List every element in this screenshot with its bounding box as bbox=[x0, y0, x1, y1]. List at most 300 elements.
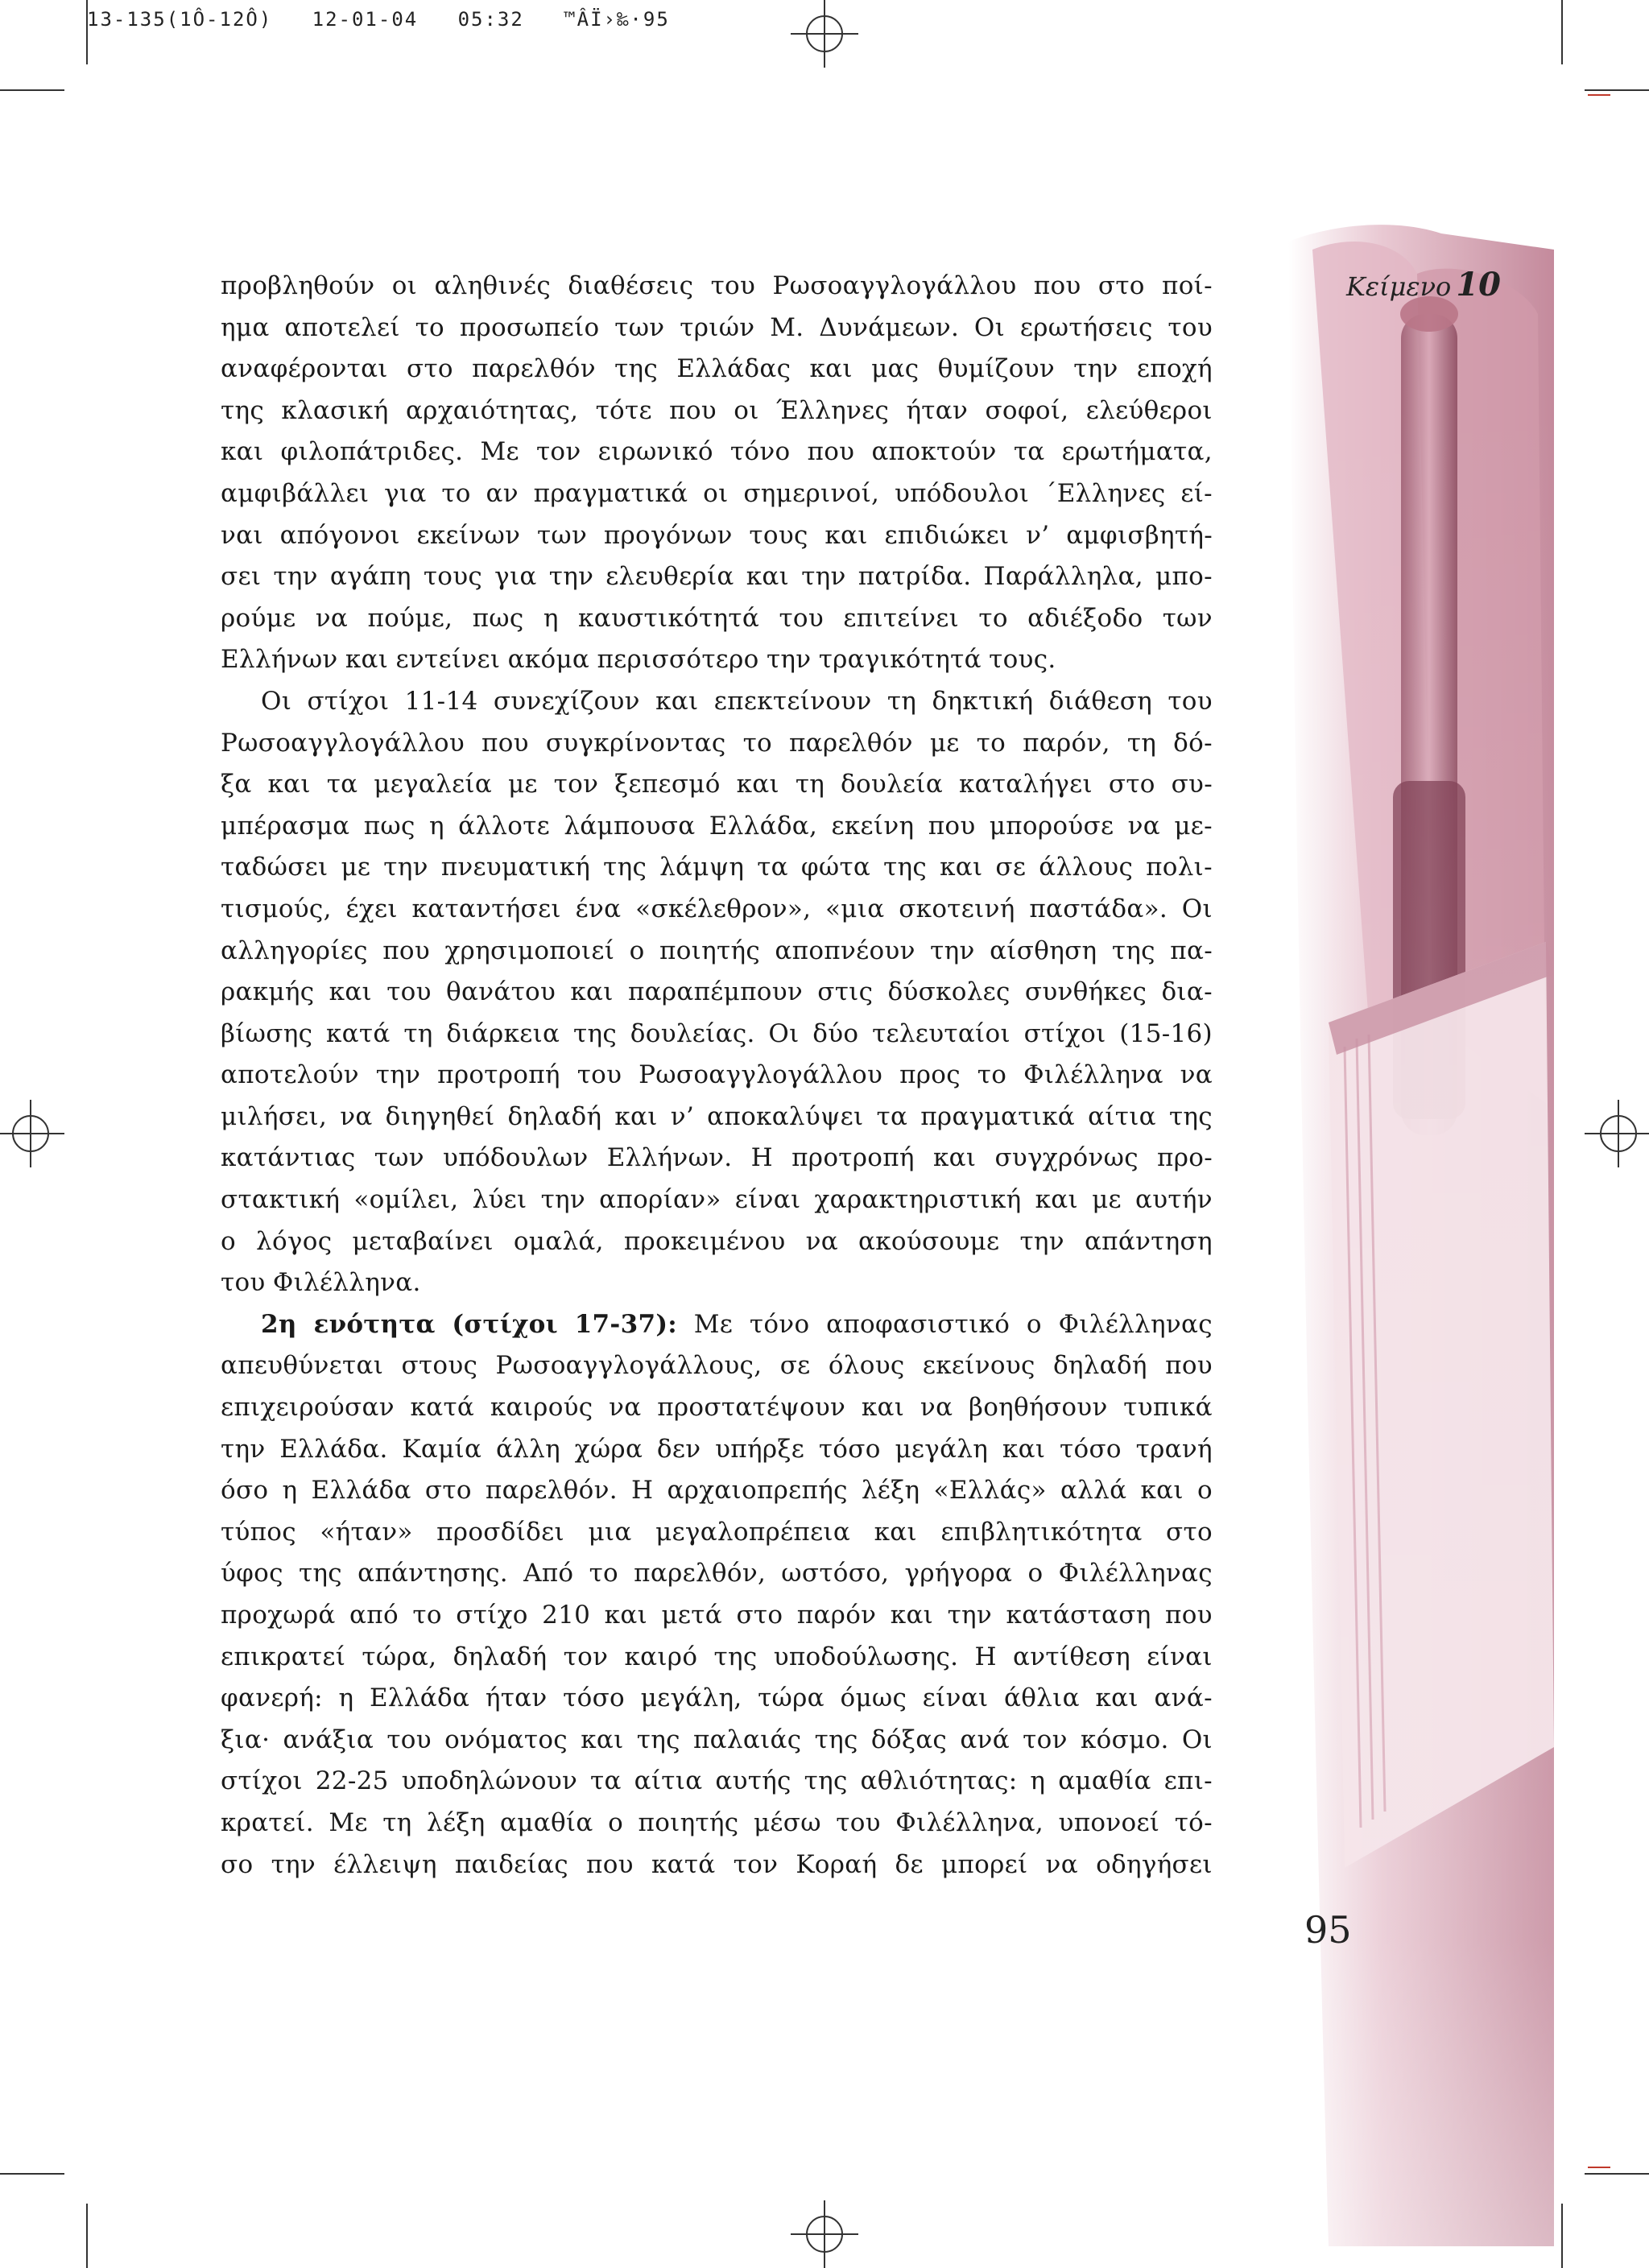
word: ρακμής bbox=[221, 977, 315, 1007]
word: Οι bbox=[1181, 894, 1213, 923]
word: η bbox=[1030, 1766, 1046, 1796]
word: της bbox=[713, 1642, 758, 1671]
word: του bbox=[577, 1060, 622, 1090]
word: το bbox=[415, 312, 445, 342]
word: αμαθία bbox=[1058, 1766, 1151, 1796]
word: προχωρά bbox=[221, 1601, 336, 1630]
word: και bbox=[940, 853, 983, 882]
word: και bbox=[221, 437, 264, 467]
word: ερωτήματα, bbox=[1061, 437, 1213, 467]
word: καυστικότητά bbox=[578, 603, 760, 633]
word: το bbox=[977, 1060, 1007, 1090]
word: με bbox=[341, 853, 371, 882]
word: τραγικότητά bbox=[818, 645, 982, 675]
registration-mark-left bbox=[0, 1100, 64, 1167]
word: και bbox=[614, 1101, 658, 1131]
word: το bbox=[589, 1559, 618, 1588]
word: μπέρασμα bbox=[221, 811, 350, 841]
word: την bbox=[947, 1601, 993, 1630]
word: αρχαιοπρεπής bbox=[667, 1476, 848, 1506]
word: συγκρίνοντας bbox=[545, 728, 726, 758]
word: σε bbox=[995, 853, 1027, 882]
word: Δυνάμεων. bbox=[819, 312, 960, 342]
word: ανά bbox=[960, 1725, 1010, 1754]
text-line bbox=[221, 1429, 1213, 1471]
word: λάμπουσα bbox=[564, 811, 696, 841]
word: ποιητής bbox=[659, 936, 760, 965]
word: αγάπη bbox=[329, 562, 411, 592]
word: τη bbox=[403, 1018, 433, 1048]
registration-mark-right bbox=[1585, 1100, 1649, 1167]
word: τώρα, bbox=[362, 1642, 437, 1671]
word: στις bbox=[817, 977, 874, 1007]
word: έχει bbox=[345, 894, 398, 923]
word: αλλά bbox=[1060, 1476, 1127, 1506]
word: είναι bbox=[1147, 1642, 1213, 1671]
word: ήταν bbox=[485, 1683, 548, 1713]
word: Έλληνες bbox=[775, 395, 890, 425]
word: στίχο bbox=[456, 1601, 528, 1630]
word: Με bbox=[329, 1807, 368, 1837]
word: και bbox=[736, 770, 779, 799]
word: τα bbox=[757, 853, 788, 882]
word: το bbox=[412, 1601, 442, 1630]
word: ο bbox=[629, 936, 645, 965]
word: επιβλητικότητα bbox=[940, 1517, 1143, 1547]
word: που bbox=[382, 936, 431, 965]
word: τόσο bbox=[1060, 1434, 1122, 1464]
word: παρελθόν. bbox=[485, 1476, 618, 1506]
word: Η bbox=[750, 1143, 773, 1173]
text-line bbox=[221, 1221, 1213, 1263]
word: στο bbox=[424, 1476, 472, 1506]
word: στους bbox=[401, 1351, 478, 1381]
word: της bbox=[221, 395, 264, 425]
word: την bbox=[1073, 354, 1118, 384]
word: αποφασιστικό bbox=[826, 1309, 1010, 1339]
word: τους bbox=[423, 562, 483, 592]
word: πως bbox=[363, 811, 415, 841]
word: πως bbox=[472, 603, 524, 633]
word: μεγάλη, bbox=[640, 1683, 742, 1713]
word: απάντηση bbox=[1084, 1226, 1213, 1256]
word: η bbox=[428, 811, 444, 841]
text-line bbox=[221, 1595, 1213, 1637]
word: να bbox=[340, 1101, 373, 1131]
word: Οι bbox=[768, 1018, 800, 1048]
word: καιρό bbox=[624, 1642, 698, 1671]
word: και bbox=[267, 770, 311, 799]
word: του bbox=[386, 977, 432, 1007]
word: έλλειψη bbox=[333, 1849, 437, 1879]
section-heading-word: ενότητα bbox=[313, 1309, 436, 1339]
word: στο bbox=[1166, 1517, 1213, 1547]
word: δηκτική bbox=[932, 686, 1034, 716]
word: χρησιμοποιεί bbox=[444, 936, 615, 965]
text-line bbox=[221, 931, 1213, 973]
word: μπορούσε bbox=[989, 811, 1114, 841]
word: αίτια bbox=[1088, 1101, 1156, 1131]
word: που bbox=[1165, 1601, 1213, 1630]
word: από bbox=[349, 1601, 399, 1630]
word: των bbox=[614, 312, 665, 342]
word: Ελλάδας bbox=[676, 354, 791, 384]
word: τα bbox=[326, 770, 358, 799]
body-text bbox=[221, 266, 1213, 1886]
word: αν bbox=[486, 478, 519, 508]
word: πα- bbox=[1170, 936, 1213, 965]
word: τους bbox=[749, 520, 808, 550]
word: Ελλάδα. bbox=[279, 1434, 388, 1464]
text-line bbox=[221, 515, 1213, 557]
text-line bbox=[221, 1179, 1213, 1221]
word: υποδηλώνουν bbox=[401, 1766, 578, 1796]
text-line bbox=[221, 1262, 1213, 1304]
word: που bbox=[807, 437, 855, 467]
word: ξεπεσμό bbox=[614, 770, 721, 799]
word: Ελλάδα, bbox=[709, 811, 818, 841]
word: θυμίζουν bbox=[937, 354, 1055, 384]
word: διάρκεια bbox=[446, 1018, 560, 1048]
word: ύφος bbox=[221, 1559, 283, 1588]
word: τόσο bbox=[563, 1683, 626, 1713]
word: επικρατεί bbox=[221, 1642, 346, 1671]
word: τό- bbox=[1174, 1807, 1213, 1837]
word: που bbox=[481, 728, 529, 758]
word: φιλοπάτριδες. bbox=[280, 437, 464, 467]
word: να bbox=[315, 603, 349, 633]
word: και bbox=[1140, 1476, 1184, 1506]
word: Φιλέλληνας bbox=[1058, 1559, 1213, 1588]
word: της bbox=[636, 1725, 680, 1754]
word: μας bbox=[871, 354, 920, 384]
word: και bbox=[746, 562, 790, 592]
word: ερωτήσεις bbox=[1019, 312, 1153, 342]
word: τους. bbox=[989, 645, 1056, 675]
word: ημα bbox=[221, 312, 270, 342]
word: είναι bbox=[734, 1185, 801, 1215]
word: την bbox=[540, 1185, 586, 1215]
text-line bbox=[221, 266, 1213, 308]
word: φώτα bbox=[800, 853, 871, 882]
word: και bbox=[861, 1393, 905, 1423]
word: δηλαδή bbox=[1052, 1351, 1147, 1381]
word: δηλαδή bbox=[507, 1101, 602, 1131]
word: οδηγήσει bbox=[1096, 1849, 1213, 1879]
word: υπονοεί bbox=[1058, 1807, 1160, 1837]
word: Με bbox=[693, 1309, 734, 1339]
word: ρούμε bbox=[221, 603, 296, 633]
word: να bbox=[805, 1226, 838, 1256]
word: προσωπείο bbox=[459, 312, 600, 342]
text-line bbox=[221, 1761, 1213, 1803]
word: σκοτεινή bbox=[899, 894, 1015, 923]
word: μετά bbox=[661, 1601, 722, 1630]
word: σε bbox=[779, 1351, 811, 1381]
word: και bbox=[570, 977, 614, 1007]
word: πολι- bbox=[1146, 853, 1213, 882]
word: δηλαδή bbox=[453, 1642, 548, 1671]
word: το bbox=[742, 728, 772, 758]
word: Φιλέλληνα. bbox=[272, 1268, 421, 1298]
word: περισσότερο bbox=[597, 645, 759, 675]
word: διάθεση bbox=[1048, 686, 1153, 716]
word: είναι bbox=[922, 1683, 989, 1713]
word: το bbox=[978, 603, 1008, 633]
text-line bbox=[221, 1720, 1213, 1762]
text-line bbox=[221, 473, 1213, 515]
text-line bbox=[221, 1803, 1213, 1845]
word: δουλεία bbox=[841, 770, 944, 799]
word: και bbox=[874, 1517, 917, 1547]
word: χώρα bbox=[574, 1434, 643, 1464]
word: παρόν bbox=[796, 1601, 877, 1630]
word: πατρίδα. bbox=[858, 562, 972, 592]
text-line bbox=[221, 432, 1213, 473]
word: των bbox=[374, 1143, 424, 1173]
word: λόγος bbox=[256, 1226, 333, 1256]
word: άλλους bbox=[1039, 853, 1134, 882]
word: Με bbox=[480, 437, 519, 467]
word: ο bbox=[1196, 1476, 1213, 1506]
word: δεν bbox=[656, 1434, 701, 1464]
text-line bbox=[221, 1553, 1213, 1595]
word: της bbox=[814, 1725, 858, 1754]
word: και bbox=[1002, 1434, 1046, 1464]
word: ελεύθεροι bbox=[1085, 395, 1213, 425]
running-head-label: Κείμενο bbox=[1346, 271, 1452, 302]
word: τα bbox=[1013, 437, 1045, 467]
running-head bbox=[1346, 266, 1501, 304]
word: και bbox=[932, 1143, 977, 1173]
text-line bbox=[221, 1304, 1213, 1346]
print-slug-line: 13-135(1Ô-12Ô) 12-01-04 05:32 ™ÂÏ›‰·95 bbox=[87, 8, 670, 31]
word: της bbox=[298, 1559, 342, 1588]
word: που bbox=[586, 1849, 634, 1879]
word: Από bbox=[523, 1559, 574, 1588]
text-line bbox=[221, 889, 1213, 931]
word: απευθύνεται bbox=[221, 1351, 384, 1381]
word: βοηθήσουν bbox=[968, 1393, 1108, 1423]
word: τώρα bbox=[758, 1683, 824, 1713]
word: την bbox=[1019, 1226, 1064, 1256]
word: την bbox=[273, 562, 318, 592]
word: ελευθερία bbox=[605, 562, 734, 592]
word: κατάσταση bbox=[1006, 1601, 1151, 1630]
word: «ομίλει, bbox=[353, 1185, 459, 1215]
word: τόνο bbox=[749, 1309, 810, 1339]
word: παρόν, bbox=[1023, 728, 1110, 758]
word: προβληθούν bbox=[221, 271, 375, 300]
word: λάμψη bbox=[659, 853, 745, 882]
word: Φιλέλληνα bbox=[1023, 1060, 1163, 1090]
word: χαρακτηριστική bbox=[814, 1185, 1022, 1215]
word: του bbox=[710, 271, 756, 300]
word: παιδείας bbox=[454, 1849, 568, 1879]
word: τη bbox=[795, 770, 825, 799]
word: και bbox=[890, 1601, 934, 1630]
word: Ελλάδα bbox=[369, 1683, 470, 1713]
word: αρχαιότητας, bbox=[405, 395, 579, 425]
word: την bbox=[375, 1060, 421, 1090]
word: άλλη bbox=[495, 1434, 560, 1464]
word: προτροπή bbox=[437, 1060, 560, 1090]
word: ακόμα bbox=[507, 645, 590, 675]
word: δύο bbox=[812, 1018, 859, 1048]
word: της bbox=[603, 853, 647, 882]
word: κατά bbox=[410, 1393, 475, 1423]
word: κατά bbox=[326, 1018, 391, 1048]
text-line bbox=[221, 1055, 1213, 1097]
word: παρελθόν, bbox=[634, 1559, 767, 1588]
word: γρήγορα bbox=[904, 1559, 1013, 1588]
word: Κοραή bbox=[796, 1849, 878, 1879]
word: Οι bbox=[1181, 1725, 1213, 1754]
word: ονόματος bbox=[444, 1725, 568, 1754]
word: αποτελεί bbox=[284, 312, 400, 342]
word: να bbox=[920, 1393, 953, 1423]
word: όλους bbox=[828, 1351, 905, 1381]
word: πούμε, bbox=[367, 603, 453, 633]
word: αποτελούν bbox=[221, 1060, 359, 1090]
word: για bbox=[494, 562, 537, 592]
word: υποδούλωσης. bbox=[773, 1642, 959, 1671]
word: καιρούς bbox=[490, 1393, 593, 1423]
word: Φιλέλληνας bbox=[1058, 1309, 1213, 1339]
word: δε bbox=[895, 1849, 924, 1879]
word: παρελθόν bbox=[472, 354, 596, 384]
word: φανερή: bbox=[221, 1683, 323, 1713]
word: σο bbox=[221, 1849, 254, 1879]
word: που bbox=[928, 811, 976, 841]
word: Ελλήνων. bbox=[606, 1143, 733, 1173]
word: επεκτείνουν bbox=[713, 686, 872, 716]
word: ν’ bbox=[1026, 520, 1050, 550]
word: να bbox=[1045, 1849, 1078, 1879]
registration-mark-bottom bbox=[791, 2200, 858, 2268]
word: σημερινοί, bbox=[743, 478, 880, 508]
running-head-number: 10 bbox=[1456, 266, 1501, 304]
word: και bbox=[329, 977, 373, 1007]
word: της bbox=[804, 1766, 848, 1796]
word: αποκτούν bbox=[871, 437, 997, 467]
word: αθλιότητας: bbox=[860, 1766, 1018, 1796]
word: με bbox=[1092, 1185, 1122, 1215]
word: με- bbox=[1174, 811, 1213, 841]
word: της bbox=[1168, 1101, 1213, 1131]
word: εκείνους bbox=[922, 1351, 1035, 1381]
text-line bbox=[221, 1512, 1213, 1554]
word: πραγματικά bbox=[533, 478, 688, 508]
word: 22-25 bbox=[315, 1766, 389, 1796]
word: να bbox=[1180, 1060, 1213, 1090]
word: καταλήγει bbox=[958, 770, 1093, 799]
word: επιτείνει bbox=[843, 603, 960, 633]
word: τα bbox=[876, 1101, 908, 1131]
word: που bbox=[1033, 271, 1081, 300]
word: αίτια bbox=[634, 1766, 703, 1796]
word: η bbox=[543, 603, 559, 633]
text-line bbox=[221, 390, 1213, 432]
word: στίχοι bbox=[1023, 1018, 1106, 1048]
word: βίωσης bbox=[221, 1018, 313, 1048]
word: Οι bbox=[261, 686, 292, 716]
word: ταδώσει bbox=[221, 853, 329, 882]
word: προς bbox=[899, 1060, 961, 1090]
word: αυτήν bbox=[1135, 1185, 1213, 1215]
word: και bbox=[581, 1725, 624, 1754]
text-line bbox=[221, 764, 1213, 806]
word: συνθήκες bbox=[1024, 977, 1147, 1007]
word: για bbox=[384, 478, 427, 508]
word: εποχή bbox=[1136, 354, 1213, 384]
word: εκείνη bbox=[831, 811, 915, 841]
word: παλαιάς bbox=[693, 1725, 802, 1754]
word: μπορεί bbox=[940, 1849, 1028, 1879]
word: να bbox=[609, 1393, 642, 1423]
word: Καμία bbox=[402, 1434, 482, 1464]
word: ΄Ελληνες bbox=[1044, 478, 1166, 508]
word: ο bbox=[1026, 1309, 1042, 1339]
word: τριών bbox=[680, 312, 755, 342]
word: μεγάλη bbox=[895, 1434, 989, 1464]
word: σοφοί, bbox=[985, 395, 1069, 425]
word: τρανή bbox=[1135, 1434, 1213, 1464]
word: Ρωσοαγγλογάλλου bbox=[639, 1060, 883, 1090]
word: ανά- bbox=[1154, 1683, 1213, 1713]
word: Η bbox=[631, 1476, 654, 1506]
word: ν’ bbox=[670, 1101, 695, 1131]
word: ποιητής bbox=[638, 1807, 739, 1837]
text-line bbox=[221, 639, 1213, 681]
word: κόσμο. bbox=[1080, 1725, 1169, 1754]
word: προσδίδει bbox=[436, 1517, 564, 1547]
word: αυτής bbox=[715, 1766, 791, 1796]
word: κρατεί. bbox=[221, 1807, 314, 1837]
word: επι- bbox=[1163, 1766, 1213, 1796]
section-heading-word: 2η bbox=[261, 1309, 297, 1339]
word: αποπνέουν bbox=[775, 936, 915, 965]
word: προ- bbox=[1157, 1143, 1213, 1173]
word: παστάδα». bbox=[1029, 894, 1168, 923]
text-line bbox=[221, 1470, 1213, 1512]
word: άλλοτε bbox=[458, 811, 551, 841]
word: και bbox=[604, 1601, 648, 1630]
word: την bbox=[383, 853, 428, 882]
word: ανάξια bbox=[283, 1725, 374, 1754]
word: ποί- bbox=[1162, 271, 1213, 300]
text-line bbox=[221, 556, 1213, 598]
word: της bbox=[573, 1018, 618, 1048]
word: μέσω bbox=[753, 1807, 821, 1837]
word: Ελλάδα bbox=[311, 1476, 411, 1506]
word: αντίθεση bbox=[1013, 1642, 1130, 1671]
word: απάντησης. bbox=[357, 1559, 508, 1588]
word: του bbox=[779, 603, 824, 633]
word: αίσθηση bbox=[990, 936, 1097, 965]
word: και bbox=[809, 354, 853, 384]
word: να bbox=[1127, 811, 1161, 841]
word: Ρωσοαγγλογάλλου bbox=[772, 271, 1017, 300]
text-line bbox=[221, 1345, 1213, 1387]
word: τον bbox=[563, 1642, 609, 1671]
word: του bbox=[221, 1268, 266, 1298]
word: της bbox=[1111, 936, 1155, 965]
text-line bbox=[221, 723, 1213, 765]
word: Ρωσοαγγλογάλλου bbox=[221, 728, 465, 758]
word: τη bbox=[886, 686, 917, 716]
word: μεγαλεία bbox=[374, 770, 493, 799]
